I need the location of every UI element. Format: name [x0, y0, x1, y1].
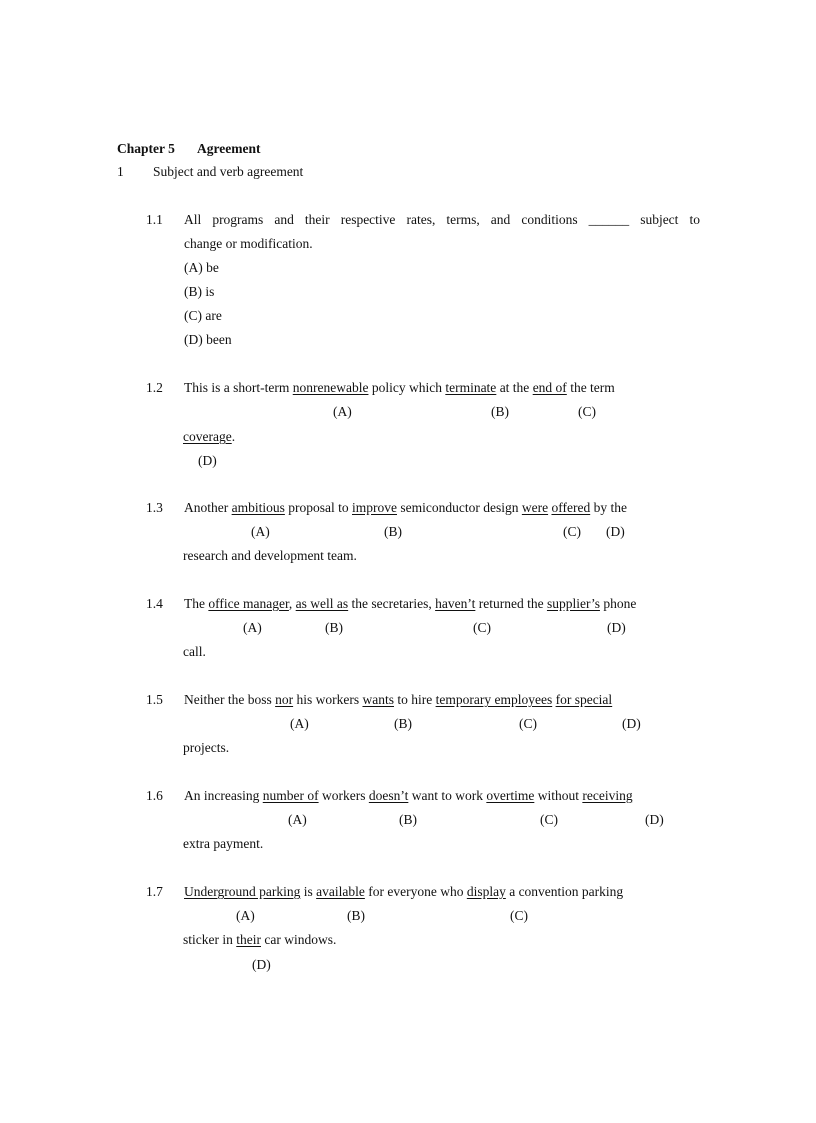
underlined-part-a: office manager [208, 596, 289, 611]
question-stem-line-1 [184, 788, 633, 804]
label-a: (A) [251, 524, 270, 539]
label-c: (C) [578, 404, 596, 419]
question-stem-line-2 [183, 932, 336, 948]
word: All [184, 212, 202, 227]
text: to hire [393, 692, 436, 707]
label-c: (C) [563, 524, 581, 539]
option-a: (A) be [184, 260, 219, 275]
text: The [184, 596, 209, 611]
label-d: (D) [606, 524, 625, 539]
text: semiconductor design [397, 500, 522, 515]
question-number: 1.5 [146, 692, 163, 707]
text: This is a short-term [184, 380, 293, 395]
underlined-part-d: offered [551, 500, 591, 515]
chapter-number: Chapter 5 [117, 141, 175, 156]
text: the secretaries, [348, 596, 436, 611]
question-stem-line-2 [183, 429, 235, 445]
label-b: (B) [384, 524, 402, 539]
question-stem-line-1 [184, 692, 612, 708]
label-d: (D) [622, 716, 641, 731]
question-number: 1.4 [146, 596, 163, 611]
label-d: (D) [607, 620, 626, 635]
blank: ______ [588, 212, 630, 227]
underlined-part-b: as well as [295, 596, 349, 611]
label-b: (B) [325, 620, 343, 635]
question-stem-line-1 [184, 500, 627, 516]
text: Neither the boss [184, 692, 276, 707]
question-stem-line-2: change or modification. [184, 236, 313, 251]
word: rates, [406, 212, 436, 227]
underlined-part-a: ambitious [231, 500, 285, 515]
word: and [274, 212, 294, 227]
text: is [300, 884, 317, 899]
word: terms, [446, 212, 480, 227]
text: returned the [475, 596, 547, 611]
option-c: (C) are [184, 308, 222, 323]
underlined-part-c: were [521, 500, 549, 515]
underlined-part-b: available [316, 884, 365, 899]
underlined-part-b: wants [362, 692, 394, 707]
underlined-part-c: overtime [486, 788, 535, 803]
label-c: (C) [510, 908, 528, 923]
label-b: (B) [394, 716, 412, 731]
underlined-part-a: nor [275, 692, 294, 707]
text: policy which [368, 380, 446, 395]
text: phone [599, 596, 637, 611]
underlined-part-b: improve [352, 500, 397, 515]
underlined-part-b: doesn’t [368, 788, 409, 803]
underlined-part-d: their [236, 932, 261, 947]
word: to [689, 212, 700, 227]
text: . [231, 429, 236, 444]
word: programs [212, 212, 264, 227]
word: subject [640, 212, 679, 227]
underlined-part-c: display [466, 884, 506, 899]
text: the term [566, 380, 615, 395]
underlined-part-d: supplier’s [546, 596, 600, 611]
text: want to work [408, 788, 487, 803]
question-stem-line-2: call. [183, 644, 206, 659]
text: without [534, 788, 583, 803]
label-c: (C) [473, 620, 491, 635]
question-stem-line-2: research and development team. [183, 548, 357, 563]
text: at the [496, 380, 533, 395]
question-stem-line-1 [184, 212, 700, 228]
section-number: 1 [117, 164, 124, 179]
word: conditions [521, 212, 578, 227]
text: a convention parking [505, 884, 624, 899]
text: sticker in [183, 932, 237, 947]
label-a: (A) [236, 908, 255, 923]
underlined-part-d: receiving [582, 788, 633, 803]
underlined-part-a: number of [262, 788, 319, 803]
label-c: (C) [540, 812, 558, 827]
underlined-part-d: coverage [183, 429, 232, 444]
label-a: (A) [333, 404, 352, 419]
text: for everyone who [364, 884, 467, 899]
underlined-part-c: haven’t [435, 596, 476, 611]
question-number: 1.7 [146, 884, 163, 899]
text: workers [318, 788, 369, 803]
label-d: (D) [252, 957, 271, 972]
option-d: (D) been [184, 332, 232, 347]
word: their [304, 212, 330, 227]
question-number: 1.6 [146, 788, 163, 803]
underlined-part-c: temporary employees [435, 692, 553, 707]
label-d: (D) [198, 453, 217, 468]
label-b: (B) [399, 812, 417, 827]
text: Another [184, 500, 232, 515]
label-a: (A) [290, 716, 309, 731]
underlined-part-b: terminate [445, 380, 497, 395]
text: proposal to [284, 500, 352, 515]
label-a: (A) [288, 812, 307, 827]
text: , [288, 596, 296, 611]
question-number: 1.1 [146, 212, 163, 227]
option-b: (B) is [184, 284, 215, 299]
chapter-title: Agreement [197, 141, 261, 156]
question-stem-line-1 [184, 596, 636, 612]
text: his workers [293, 692, 363, 707]
question-stem-line-2: extra payment. [183, 836, 264, 851]
label-b: (B) [347, 908, 365, 923]
underlined-part-d: for special [555, 692, 613, 707]
text: An increasing [184, 788, 263, 803]
underlined-part-a: Underground parking [184, 884, 301, 899]
word: and [490, 212, 511, 227]
question-stem-line-1 [184, 884, 623, 900]
label-c: (C) [519, 716, 537, 731]
word: respective [340, 212, 396, 227]
question-number: 1.3 [146, 500, 163, 515]
label-d: (D) [645, 812, 664, 827]
text: car windows. [261, 932, 337, 947]
question-stem-line-2: projects. [183, 740, 230, 755]
underlined-part-c: end of [532, 380, 567, 395]
question-stem-line-1 [184, 380, 615, 396]
text: by the [590, 500, 627, 515]
label-a: (A) [243, 620, 262, 635]
label-b: (B) [491, 404, 509, 419]
section-title: Subject and verb agreement [153, 164, 304, 179]
question-number: 1.2 [146, 380, 163, 395]
underlined-part-a: nonrenewable [292, 380, 369, 395]
